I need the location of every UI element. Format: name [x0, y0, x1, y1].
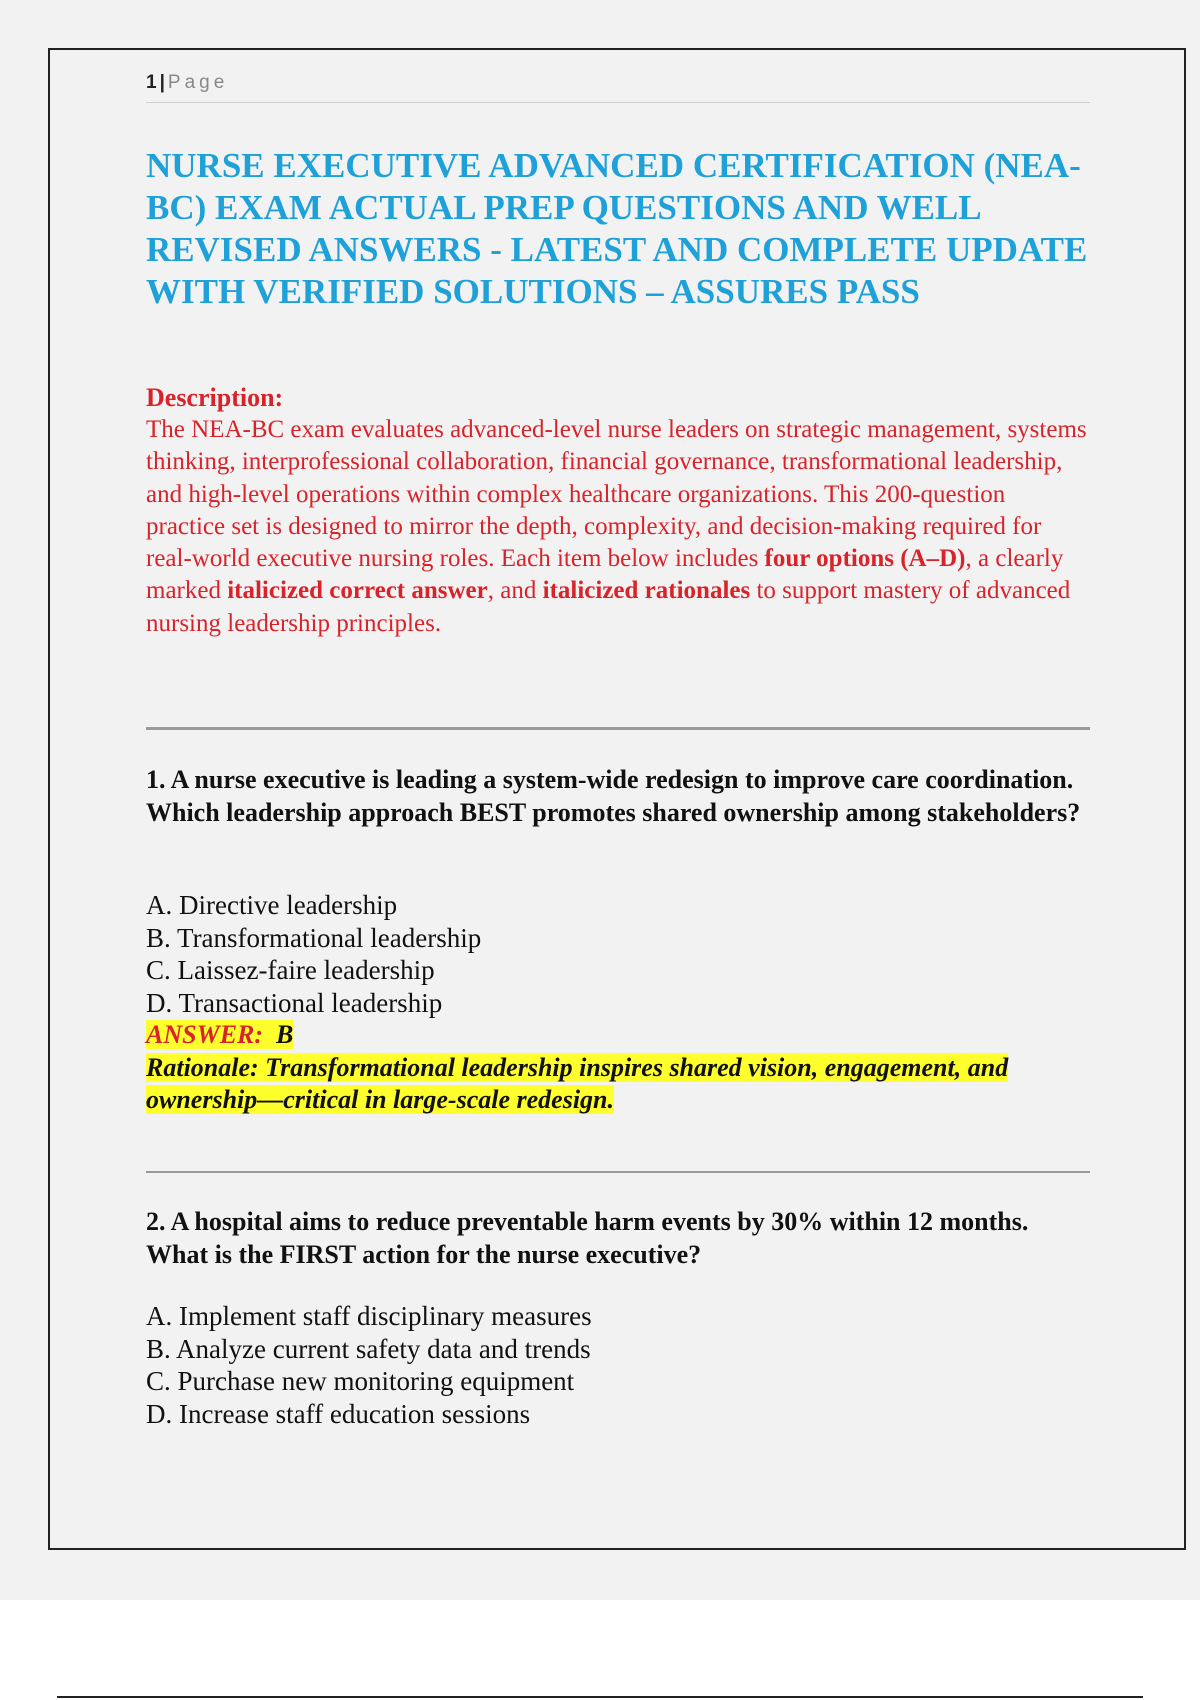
question-2-option-a: A. Implement staff disciplinary measures	[146, 1301, 592, 1331]
description-text-part: to support mastery of advanced nursing leadership principles.	[146, 577, 1071, 637]
page-header-separator: |	[159, 72, 165, 93]
question-2-options	[146, 1300, 1090, 1430]
description-text-part: The NEA-BC exam evaluates advanced-level nurse leaders on strategic management, systems thinking, interprofessional collaboration, financial governance, transformational leadership, and high-level operations within complex healthcare organizations. This 200-question practice set is designed to mirror the depth, complexity, and decision-making required for real-world executive nursing roles. Each item below includes	[146, 416, 1087, 573]
question-1-option-c: C. Laissez-faire leadership	[146, 955, 435, 985]
answer-line	[146, 1019, 1090, 1052]
description-text-part: , a clearly marked	[146, 545, 1064, 605]
section-divider	[146, 727, 1090, 730]
question-1-option-a: A. Directive leadership	[146, 890, 398, 920]
question-divider	[146, 1171, 1090, 1173]
question-2-option-b: B. Analyze current safety data and trends	[146, 1333, 591, 1364]
description-block	[146, 382, 1090, 640]
description-bold-rationales: italicized rationales	[542, 577, 751, 605]
description-text	[146, 414, 1090, 640]
question-1-stem: 1. A nurse executive is leading a system-wide redesign to improve care coordination. Which leadership approach BEST promotes shared ownership among stakeholders?	[146, 765, 1081, 827]
question-1-answer-block	[146, 1019, 1090, 1117]
page-header	[146, 72, 1090, 103]
next-page-top-border	[57, 1696, 1143, 1698]
page-header-word: Page	[167, 72, 229, 93]
question-1-option-b: B. Transformational leadership	[146, 922, 482, 953]
answer-value	[263, 1020, 293, 1049]
question-2-option-c: C. Purchase new monitoring equipment	[146, 1366, 575, 1396]
description-bold-answer: italicized correct answer	[227, 577, 488, 605]
description-bold-options: four options (A–D)	[764, 545, 966, 573]
rationale-line	[146, 1052, 1090, 1117]
answer-letter: B	[276, 1020, 294, 1049]
description-text-part: , and	[487, 577, 543, 605]
question-2-option-d: D. Increase staff education sessions	[146, 1398, 531, 1429]
description-label: Description:	[146, 383, 284, 412]
answer-label: ANSWER:	[146, 1020, 264, 1049]
question-1-option-d: D. Transactional leadership	[146, 987, 443, 1018]
rationale-text: Rationale: Transformational leadership inspires shared vision, engagement, and ownership—critical in large-scale redesign.	[146, 1052, 1009, 1114]
page-number: 1	[146, 72, 157, 93]
question-1-options	[146, 889, 1090, 1019]
question-2-stem: 2. A hospital aims to reduce preventable harm events by 30% within 12 months. What is the FIRST action for the nurse executive?	[146, 1207, 1029, 1269]
document-title: NURSE EXECUTIVE ADVANCED CERTIFICATION (NEA-BC) EXAM ACTUAL PREP QUESTIONS AND WELL REVISED ANSWERS - LATEST AND COMPLETE UPDATE WITH VERIFIED SOLUTIONS – ASSURES PASS	[146, 146, 1088, 311]
